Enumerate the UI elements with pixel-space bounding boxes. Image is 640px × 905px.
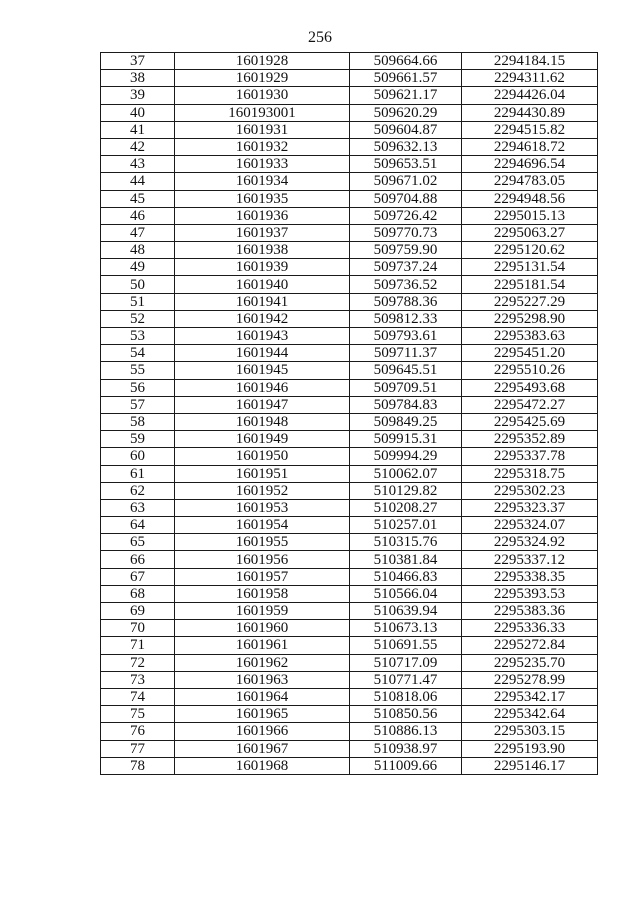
row-number-cell: 67 (101, 568, 175, 585)
table-row (101, 121, 598, 138)
table-row (101, 534, 598, 551)
y-coordinate-cell: 2295063.27 (462, 224, 598, 241)
table-row (101, 671, 598, 688)
row-number-cell: 40 (101, 104, 175, 121)
row-number-cell: 78 (101, 757, 175, 774)
row-number-cell: 41 (101, 121, 175, 138)
row-number-cell: 71 (101, 637, 175, 654)
point-id-cell: 1601952 (175, 482, 350, 499)
point-id-cell: 1601933 (175, 156, 350, 173)
row-number-cell: 54 (101, 345, 175, 362)
table-row (101, 517, 598, 534)
table-row (101, 585, 598, 602)
table-row (101, 396, 598, 413)
y-coordinate-cell: 2294515.82 (462, 121, 598, 138)
y-coordinate-cell: 2295318.75 (462, 465, 598, 482)
point-id-cell: 1601947 (175, 396, 350, 413)
y-coordinate-cell: 2295323.37 (462, 499, 598, 516)
row-number-cell: 62 (101, 482, 175, 499)
y-coordinate-cell: 2295278.99 (462, 671, 598, 688)
row-number-cell: 64 (101, 517, 175, 534)
point-id-cell: 1601966 (175, 723, 350, 740)
point-id-cell: 1601930 (175, 87, 350, 104)
y-coordinate-cell: 2295425.69 (462, 413, 598, 430)
y-coordinate-cell: 2295393.53 (462, 585, 598, 602)
x-coordinate-cell: 509704.88 (350, 190, 462, 207)
point-id-cell: 160193001 (175, 104, 350, 121)
table-row (101, 104, 598, 121)
y-coordinate-cell: 2295337.12 (462, 551, 598, 568)
row-number-cell: 72 (101, 654, 175, 671)
y-coordinate-cell: 2294618.72 (462, 138, 598, 155)
table-row (101, 328, 598, 345)
y-coordinate-cell: 2295336.33 (462, 620, 598, 637)
x-coordinate-cell: 509737.24 (350, 259, 462, 276)
point-id-cell: 1601941 (175, 293, 350, 310)
y-coordinate-cell: 2294430.89 (462, 104, 598, 121)
coordinate-table (100, 52, 598, 775)
point-id-cell: 1601936 (175, 207, 350, 224)
table-row (101, 190, 598, 207)
y-coordinate-cell: 2295298.90 (462, 310, 598, 327)
point-id-cell: 1601967 (175, 740, 350, 757)
x-coordinate-cell: 510717.09 (350, 654, 462, 671)
row-number-cell: 70 (101, 620, 175, 637)
point-id-cell: 1601964 (175, 688, 350, 705)
point-id-cell: 1601949 (175, 431, 350, 448)
table-row (101, 482, 598, 499)
point-id-cell: 1601944 (175, 345, 350, 362)
x-coordinate-cell: 510639.94 (350, 603, 462, 620)
table-row (101, 740, 598, 757)
y-coordinate-cell: 2294184.15 (462, 53, 598, 70)
table-row (101, 310, 598, 327)
x-coordinate-cell: 510886.13 (350, 723, 462, 740)
row-number-cell: 39 (101, 87, 175, 104)
table-row (101, 620, 598, 637)
y-coordinate-cell: 2295338.35 (462, 568, 598, 585)
y-coordinate-cell: 2294696.54 (462, 156, 598, 173)
point-id-cell: 1601940 (175, 276, 350, 293)
row-number-cell: 56 (101, 379, 175, 396)
table-row (101, 465, 598, 482)
y-coordinate-cell: 2295451.20 (462, 345, 598, 362)
x-coordinate-cell: 510466.83 (350, 568, 462, 585)
x-coordinate-cell: 510315.76 (350, 534, 462, 551)
point-id-cell: 1601946 (175, 379, 350, 396)
row-number-cell: 50 (101, 276, 175, 293)
x-coordinate-cell: 509645.51 (350, 362, 462, 379)
row-number-cell: 46 (101, 207, 175, 224)
table-row (101, 70, 598, 87)
table-row (101, 568, 598, 585)
x-coordinate-cell: 509788.36 (350, 293, 462, 310)
table-row (101, 207, 598, 224)
row-number-cell: 55 (101, 362, 175, 379)
table-row (101, 637, 598, 654)
x-coordinate-cell: 509653.51 (350, 156, 462, 173)
y-coordinate-cell: 2295510.26 (462, 362, 598, 379)
coordinate-table-body (101, 53, 598, 775)
row-number-cell: 75 (101, 706, 175, 723)
y-coordinate-cell: 2295324.07 (462, 517, 598, 534)
x-coordinate-cell: 510850.56 (350, 706, 462, 723)
x-coordinate-cell: 509793.61 (350, 328, 462, 345)
point-id-cell: 1601937 (175, 224, 350, 241)
y-coordinate-cell: 2295193.90 (462, 740, 598, 757)
row-number-cell: 63 (101, 499, 175, 516)
row-number-cell: 60 (101, 448, 175, 465)
x-coordinate-cell: 509726.42 (350, 207, 462, 224)
x-coordinate-cell: 509661.57 (350, 70, 462, 87)
y-coordinate-cell: 2295235.70 (462, 654, 598, 671)
table-row (101, 362, 598, 379)
row-number-cell: 51 (101, 293, 175, 310)
y-coordinate-cell: 2295272.84 (462, 637, 598, 654)
point-id-cell: 1601960 (175, 620, 350, 637)
x-coordinate-cell: 509759.90 (350, 242, 462, 259)
y-coordinate-cell: 2294948.56 (462, 190, 598, 207)
table-row (101, 603, 598, 620)
y-coordinate-cell: 2295383.63 (462, 328, 598, 345)
row-number-cell: 49 (101, 259, 175, 276)
table-row (101, 53, 598, 70)
x-coordinate-cell: 509915.31 (350, 431, 462, 448)
x-coordinate-cell: 509621.17 (350, 87, 462, 104)
x-coordinate-cell: 511009.66 (350, 757, 462, 774)
table-row (101, 87, 598, 104)
point-id-cell: 1601943 (175, 328, 350, 345)
point-id-cell: 1601968 (175, 757, 350, 774)
row-number-cell: 77 (101, 740, 175, 757)
y-coordinate-cell: 2295472.27 (462, 396, 598, 413)
row-number-cell: 76 (101, 723, 175, 740)
point-id-cell: 1601938 (175, 242, 350, 259)
y-coordinate-cell: 2294783.05 (462, 173, 598, 190)
x-coordinate-cell: 509770.73 (350, 224, 462, 241)
page-number: 256 (308, 29, 332, 46)
point-id-cell: 1601951 (175, 465, 350, 482)
table-row (101, 224, 598, 241)
y-coordinate-cell: 2295131.54 (462, 259, 598, 276)
point-id-cell: 1601955 (175, 534, 350, 551)
y-coordinate-cell: 2295342.17 (462, 688, 598, 705)
y-coordinate-cell: 2295146.17 (462, 757, 598, 774)
row-number-cell: 68 (101, 585, 175, 602)
x-coordinate-cell: 509711.37 (350, 345, 462, 362)
table-row (101, 413, 598, 430)
row-number-cell: 37 (101, 53, 175, 70)
table-row (101, 379, 598, 396)
x-coordinate-cell: 509784.83 (350, 396, 462, 413)
y-coordinate-cell: 2295493.68 (462, 379, 598, 396)
table-row (101, 654, 598, 671)
y-coordinate-cell: 2295303.15 (462, 723, 598, 740)
x-coordinate-cell: 510938.97 (350, 740, 462, 757)
table-row (101, 156, 598, 173)
x-coordinate-cell: 509709.51 (350, 379, 462, 396)
y-coordinate-cell: 2295181.54 (462, 276, 598, 293)
point-id-cell: 1601934 (175, 173, 350, 190)
point-id-cell: 1601950 (175, 448, 350, 465)
table-row (101, 448, 598, 465)
point-id-cell: 1601957 (175, 568, 350, 585)
point-id-cell: 1601961 (175, 637, 350, 654)
x-coordinate-cell: 509849.25 (350, 413, 462, 430)
row-number-cell: 45 (101, 190, 175, 207)
y-coordinate-cell: 2295015.13 (462, 207, 598, 224)
x-coordinate-cell: 509664.66 (350, 53, 462, 70)
x-coordinate-cell: 510771.47 (350, 671, 462, 688)
row-number-cell: 44 (101, 173, 175, 190)
y-coordinate-cell: 2295337.78 (462, 448, 598, 465)
table-row (101, 551, 598, 568)
point-id-cell: 1601959 (175, 603, 350, 620)
row-number-cell: 58 (101, 413, 175, 430)
table-row (101, 242, 598, 259)
row-number-cell: 43 (101, 156, 175, 173)
y-coordinate-cell: 2295342.64 (462, 706, 598, 723)
table-row (101, 499, 598, 516)
point-id-cell: 1601954 (175, 517, 350, 534)
row-number-cell: 74 (101, 688, 175, 705)
x-coordinate-cell: 510673.13 (350, 620, 462, 637)
x-coordinate-cell: 509671.02 (350, 173, 462, 190)
point-id-cell: 1601958 (175, 585, 350, 602)
x-coordinate-cell: 510062.07 (350, 465, 462, 482)
point-id-cell: 1601945 (175, 362, 350, 379)
table-row (101, 345, 598, 362)
point-id-cell: 1601956 (175, 551, 350, 568)
table-row (101, 688, 598, 705)
table-row (101, 723, 598, 740)
row-number-cell: 59 (101, 431, 175, 448)
point-id-cell: 1601963 (175, 671, 350, 688)
x-coordinate-cell: 510257.01 (350, 517, 462, 534)
point-id-cell: 1601931 (175, 121, 350, 138)
table-row (101, 259, 598, 276)
x-coordinate-cell: 509604.87 (350, 121, 462, 138)
row-number-cell: 53 (101, 328, 175, 345)
x-coordinate-cell: 509736.52 (350, 276, 462, 293)
y-coordinate-cell: 2295383.36 (462, 603, 598, 620)
x-coordinate-cell: 510691.55 (350, 637, 462, 654)
row-number-cell: 65 (101, 534, 175, 551)
table-row (101, 757, 598, 774)
table-row (101, 138, 598, 155)
point-id-cell: 1601965 (175, 706, 350, 723)
point-id-cell: 1601928 (175, 53, 350, 70)
row-number-cell: 48 (101, 242, 175, 259)
y-coordinate-cell: 2295227.29 (462, 293, 598, 310)
y-coordinate-cell: 2295120.62 (462, 242, 598, 259)
point-id-cell: 1601948 (175, 413, 350, 430)
point-id-cell: 1601939 (175, 259, 350, 276)
point-id-cell: 1601942 (175, 310, 350, 327)
row-number-cell: 73 (101, 671, 175, 688)
y-coordinate-cell: 2294426.04 (462, 87, 598, 104)
point-id-cell: 1601953 (175, 499, 350, 516)
x-coordinate-cell: 510129.82 (350, 482, 462, 499)
point-id-cell: 1601932 (175, 138, 350, 155)
x-coordinate-cell: 510566.04 (350, 585, 462, 602)
table-row (101, 173, 598, 190)
point-id-cell: 1601962 (175, 654, 350, 671)
table-row (101, 293, 598, 310)
coordinate-table-container (100, 52, 597, 775)
table-row (101, 431, 598, 448)
table-row (101, 276, 598, 293)
row-number-cell: 57 (101, 396, 175, 413)
y-coordinate-cell: 2295302.23 (462, 482, 598, 499)
x-coordinate-cell: 509994.29 (350, 448, 462, 465)
row-number-cell: 47 (101, 224, 175, 241)
row-number-cell: 38 (101, 70, 175, 87)
x-coordinate-cell: 510818.06 (350, 688, 462, 705)
row-number-cell: 52 (101, 310, 175, 327)
y-coordinate-cell: 2295324.92 (462, 534, 598, 551)
row-number-cell: 61 (101, 465, 175, 482)
x-coordinate-cell: 509632.13 (350, 138, 462, 155)
y-coordinate-cell: 2295352.89 (462, 431, 598, 448)
point-id-cell: 1601935 (175, 190, 350, 207)
point-id-cell: 1601929 (175, 70, 350, 87)
x-coordinate-cell: 510208.27 (350, 499, 462, 516)
x-coordinate-cell: 509620.29 (350, 104, 462, 121)
x-coordinate-cell: 509812.33 (350, 310, 462, 327)
row-number-cell: 66 (101, 551, 175, 568)
y-coordinate-cell: 2294311.62 (462, 70, 598, 87)
row-number-cell: 69 (101, 603, 175, 620)
x-coordinate-cell: 510381.84 (350, 551, 462, 568)
table-row (101, 706, 598, 723)
row-number-cell: 42 (101, 138, 175, 155)
